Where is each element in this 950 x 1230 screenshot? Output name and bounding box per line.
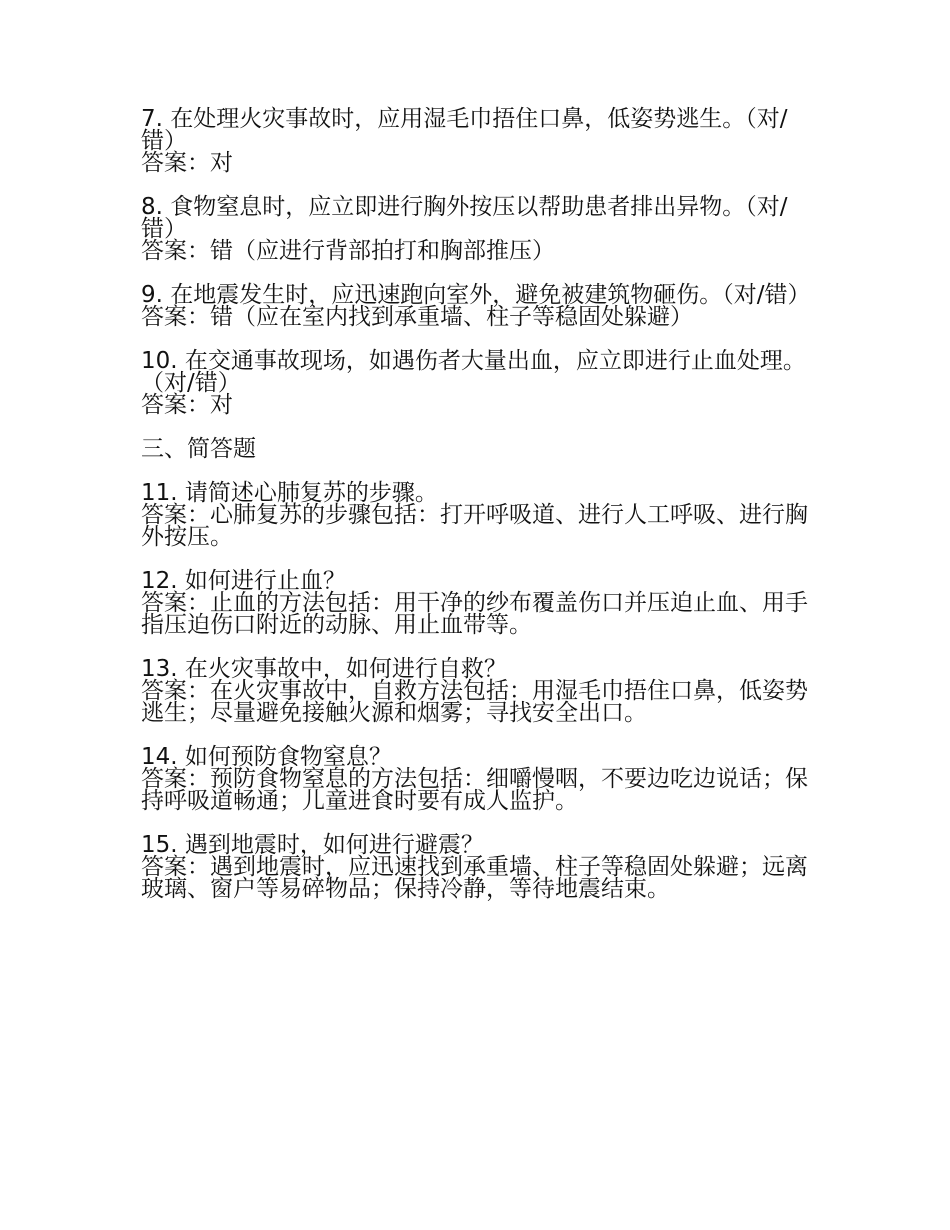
- answer-text: 答案：错（应在室内找到承重墙、柱子等稳固处躲避）: [141, 304, 693, 330]
- question-text: 8. 食物窒息时，应立即进行胸外按压以帮助患者排出异物。（对/错）: [141, 194, 788, 242]
- sa-question-12: [141, 570, 821, 636]
- tf-question-9: [141, 284, 821, 328]
- sa-question-15: [141, 834, 821, 900]
- question-text: 14. 如何预防食物窒息？: [141, 744, 392, 770]
- section-heading: 三、简答题: [141, 436, 256, 462]
- sa-question-13: [141, 658, 821, 724]
- question-text: 12. 如何进行止血？: [141, 568, 346, 594]
- sa-question-14: [141, 746, 821, 812]
- tf-question-10: [141, 350, 821, 416]
- answer-text: 答案：错（应进行背部拍打和胸部推压）: [141, 238, 555, 264]
- answer-text: 答案：在火灾事故中，自救方法包括：用湿毛巾捂住口鼻，低姿势逃生；尽量避免接触火源和烟雾；寻找安全出口。: [141, 678, 808, 726]
- question-text: 10. 在交通事故现场，如遇伤者大量出血，应立即进行止血处理。（对/错）: [141, 348, 806, 396]
- question-text: 13. 在火灾事故中，如何进行自救？: [141, 656, 507, 682]
- tf-question-7: [141, 108, 821, 174]
- page-content: [141, 108, 821, 922]
- answer-text: 答案：止血的方法包括：用干净的纱布覆盖伤口并压迫止血、用手指压迫伤口附近的动脉、用止血带等。: [141, 590, 808, 638]
- question-text: 9. 在地震发生时，应迅速跑向室外，避免被建筑物砸伤。（对/错）: [141, 282, 811, 308]
- answer-text: 答案：对: [141, 392, 233, 418]
- answer-text: 答案：心肺复苏的步骤包括：打开呼吸道、进行人工呼吸、进行胸外按压。: [141, 502, 808, 550]
- answer-text: 答案：对: [141, 150, 233, 176]
- question-text: 7. 在处理火灾事故时，应用湿毛巾捂住口鼻，低姿势逃生。（对/错）: [141, 106, 788, 154]
- question-text: 11. 请简述心肺复苏的步骤。: [141, 480, 438, 506]
- sa-question-11: [141, 482, 821, 548]
- tf-question-8: [141, 196, 821, 262]
- answer-text: 答案：预防食物窒息的方法包括：细嚼慢咽，不要边吃边说话；保持呼吸道畅通；儿童进食时要有成人监护。: [141, 766, 808, 814]
- question-text: 15. 遇到地震时，如何进行避震？: [141, 832, 484, 858]
- answer-text: 答案：遇到地震时，应迅速找到承重墙、柱子等稳固处躲避；远离玻璃、窗户等易碎物品；保持冷静，等待地震结束。: [141, 854, 808, 902]
